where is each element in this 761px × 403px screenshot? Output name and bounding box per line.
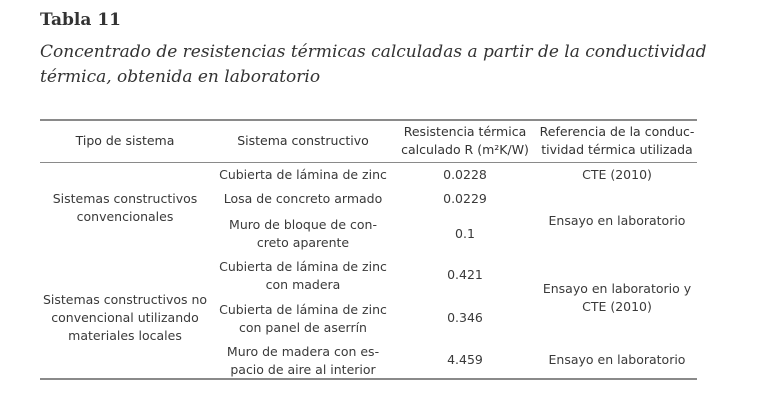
referencia-cell: [543, 280, 691, 316]
table-title: Tabla 11: [40, 10, 121, 30]
resistencia-cell: 0.421: [447, 267, 483, 282]
group-line: materiales locales: [68, 328, 182, 343]
group-conventional: [53, 190, 198, 226]
group-line: convencional utilizando: [51, 310, 199, 325]
sistema-cell: Cubierta de lámina de zinc: [219, 167, 387, 182]
referencia-cell: Ensayo en laboratorio: [548, 213, 686, 228]
header-line: Resistencia térmica: [403, 124, 527, 139]
header-line: calculado R (m²K/W): [401, 142, 529, 157]
header-line: tividad térmica utilizada: [541, 142, 693, 157]
sistema-cell: [229, 216, 377, 252]
resistencia-cell: 0.0229: [443, 191, 487, 206]
cell-line: creto aparente: [256, 235, 350, 250]
cell-line: con panel de aserrín: [238, 320, 367, 335]
resistencia-cell: 0.1: [455, 226, 475, 241]
cell-line: Ensayo en laboratorio y: [542, 281, 692, 296]
referencia-cell: Ensayo en laboratorio: [548, 352, 686, 367]
header-line: Referencia de la conduc-: [539, 124, 695, 139]
cell-line: CTE (2010): [582, 299, 652, 314]
bottom-rule: [40, 378, 697, 380]
sistema-cell: Losa de concreto armado: [223, 191, 383, 206]
sistema-cell: [219, 301, 387, 337]
group-non-conventional: [43, 291, 207, 345]
header-referencia: [540, 123, 695, 159]
header-tipo: Tipo de sistema: [75, 133, 175, 148]
cell-line: Muro de madera con es-: [226, 344, 380, 359]
cell-line: Cubierta de lámina de zinc: [219, 302, 387, 317]
top-rule: [40, 119, 697, 121]
cell-line: Cubierta de lámina de zinc: [219, 259, 387, 274]
group-line: convencionales: [76, 209, 174, 224]
header-sistema: Sistema constructivo: [237, 133, 369, 148]
resistencia-cell: 0.0228: [443, 167, 487, 182]
cell-line: pacio de aire al interior: [230, 362, 376, 377]
sistema-cell: [219, 258, 387, 294]
group-line: Sistemas constructivos no: [42, 292, 208, 307]
table-subtitle: Concentrado de resistencias térmicas calculadas a partir de la conductividad térmica, obtenida en laboratorio: [40, 42, 707, 87]
resistencia-cell: 4.459: [447, 352, 483, 367]
referencia-cell: CTE (2010): [582, 167, 652, 182]
cell-line: con madera: [265, 277, 341, 292]
sistema-cell: [227, 343, 379, 379]
header-resistencia: [401, 123, 529, 159]
resistencia-cell: 0.346: [447, 310, 483, 325]
group-line: Sistemas constructivos: [52, 191, 198, 206]
header-rule: [40, 162, 697, 163]
cell-line: Muro de bloque de con-: [229, 217, 377, 232]
